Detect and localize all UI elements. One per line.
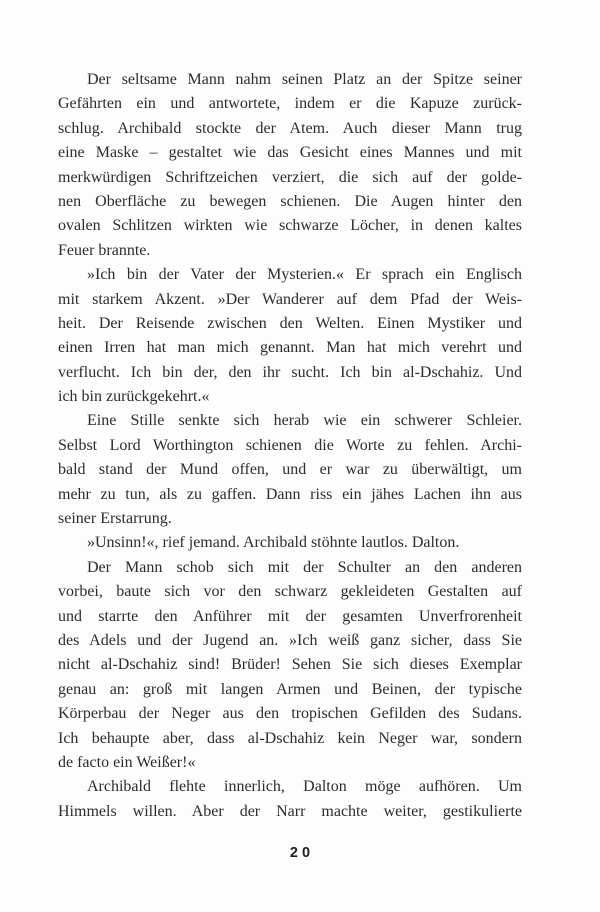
text-block (58, 68, 522, 824)
text-line: Gefährten ein und antwortete, indem er die Kapuze zurück- (58, 95, 522, 113)
text-line: ich bin zurückgekehrt.« (58, 388, 210, 406)
text-line: Der Mann schob sich mit der Schulter an den anderen (87, 558, 522, 576)
text-line: »Ich bin der Vater der Mysterien.« Er sprach ein Englisch (87, 266, 522, 284)
text-line: Eine Stille senkte sich herab wie ein schwerer Schleier. (87, 412, 522, 430)
text-line: Ich behaupte aber, dass al-Dschahiz kein Neger war, sondern (58, 729, 522, 747)
text-line: und starrte den Anführer mit der gesamten Unverfrorenheit (58, 607, 522, 625)
text-line: ovalen Schlitzen wirkten wie schwarze Löcher, in denen kaltes (58, 217, 522, 235)
text-line: genau an: groß mit langen Armen und Beinen, der typische (58, 680, 522, 698)
text-line: nen Oberfläche zu bewegen schienen. Die Augen hinter den (58, 192, 522, 210)
text-line: Archibald flehte innerlich, Dalton möge aufhören. Um (87, 778, 522, 796)
text-line: schlug. Archibald stockte der Atem. Auch dieser Mann trug (58, 119, 522, 137)
text-line: vorbei, baute sich vor den schwarz gekleideten Gestalten auf (58, 583, 522, 601)
text-line: nicht al-Dschahiz sind! Brüder! Sehen Sie sich dieses Exemplar (58, 656, 522, 674)
text-line: Selbst Lord Worthington schienen die Worte zu fehlen. Archi- (58, 436, 522, 454)
text-line: eine Maske – gestaltet wie das Gesicht eines Mannes und mit (58, 144, 522, 162)
text-line: Der seltsame Mann nahm seinen Platz an der Spitze seiner (87, 71, 522, 88)
text-line: de facto ein Weißer!« (58, 753, 196, 771)
text-line: bald stand der Mund offen, und er war zu überwältigt, um (58, 461, 522, 479)
page-number: 20 (289, 845, 315, 861)
text-line: Himmels willen. Aber der Narr machte weiter, gestikulierte (58, 802, 522, 820)
text-line: Feuer brannte. (58, 241, 151, 259)
text-line: merkwürdigen Schriftzeichen verziert, die sich auf der golde- (58, 168, 522, 186)
text-line: mehr zu tun, als zu gaffen. Dann riss ein jähes Lachen ihn aus (58, 485, 522, 503)
text-line: mit starkem Akzent. »Der Wanderer auf dem Pfad der Weis- (58, 290, 522, 308)
text-line: heit. Der Reisende zwischen den Welten. Einen Mystiker und (58, 314, 522, 332)
text-line: seiner Erstarrung. (58, 510, 172, 528)
text-line: einen Irren hat man mich genannt. Man hat mich verehrt und (58, 339, 522, 357)
text-line: Körperbau der Neger aus den tropischen Gefilden des Sudans. (58, 705, 522, 723)
text-line: des Adels und der Jugend an. »Ich weiß ganz sicher, dass Sie (58, 631, 522, 649)
text-line: »Unsinn!«, rief jemand. Archibald stöhnte lautlos. Dalton. (87, 534, 460, 552)
text-line: verflucht. Ich bin der, den ihr sucht. Ich bin al-Dschahiz. Und (58, 363, 522, 381)
